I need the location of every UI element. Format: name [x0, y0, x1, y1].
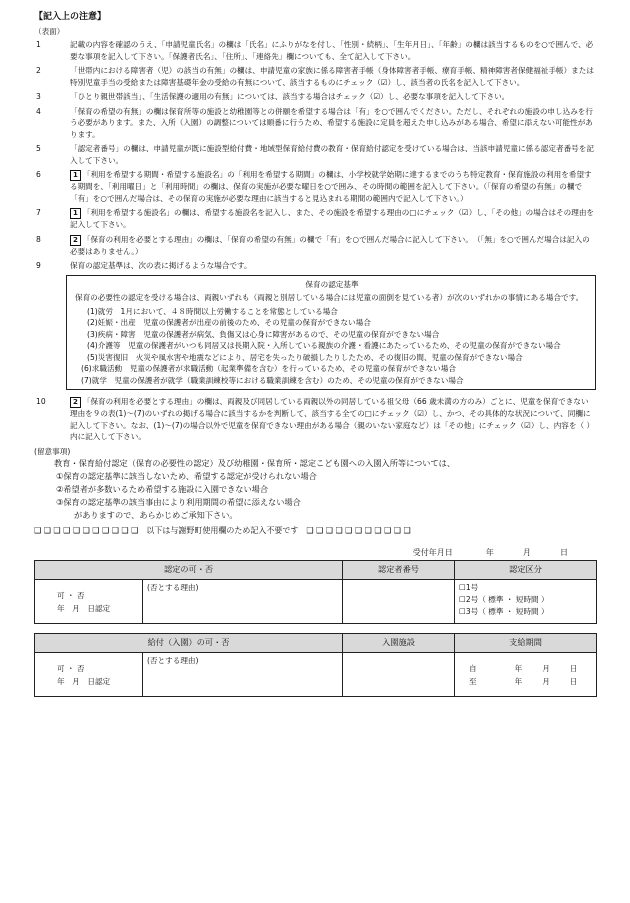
note-text-wrap — [70, 143, 596, 166]
notes-list — [34, 39, 596, 272]
rejection-reason-label: (否とする理由) — [147, 583, 199, 592]
criteria-item-label: (2)妊娠・出産 — [87, 318, 144, 327]
note-text: 「ひとり親世帯該当」、「生活保護の適用の有無」については、該当する場合はチェック（☑）し、必要な事項を記入して下さい。 — [70, 92, 510, 101]
note-text: 「利用を希望する期間・希望する施設名」の「利用を希望する期間」の欄は、小学校就学始期に達するまでのうち特定教育・保育施設の利用を希望する期間を、「利用曜日」と「利用時間」の欄は、保育の実施が必要な曜日を○で囲み、その時間の範囲を記入して下さい。（「保育の希望の有無」の欄で「有」を○で囲んだ場合は、その保育の実施が必要な理由に該当すると見込まれる期間の範囲内で記入して下さい。） — [70, 170, 592, 203]
note-8 — [34, 234, 596, 258]
note-text-wrap — [70, 207, 596, 231]
office-use-table — [34, 560, 597, 697]
criteria-item — [75, 352, 589, 364]
period-from — [459, 662, 592, 675]
period-to-label: 至 — [469, 676, 477, 686]
note-text-wrap — [70, 65, 596, 88]
criteria-item-text: 1月において、４８時間以上労働することを常態としている場合 — [120, 306, 338, 316]
receipt-label: 受付年月日 — [412, 547, 453, 557]
approval-choice: 可 ・ 否 — [57, 590, 85, 600]
category-option-3: ☐3号（ 標準 ・ 短時間 ） — [459, 607, 549, 616]
note-number: 8 — [36, 234, 41, 244]
note-text-wrap — [70, 260, 596, 272]
criteria-item-label: (4)介護等 — [87, 341, 129, 350]
criteria-item-text: 児童の保護者がいつも同居又は長期入院・入所している親族の介護・看護にあたっているため、その児童の保育ができない場合 — [128, 341, 561, 350]
period-header: 支給期間 — [455, 634, 597, 653]
criteria-box — [66, 275, 596, 391]
period-from-year: 年 — [514, 663, 523, 673]
certification-number-header: 認定者番号 — [343, 561, 455, 580]
note-6 — [34, 169, 596, 204]
caution-section — [34, 446, 596, 523]
criteria-item — [75, 340, 589, 352]
benefit-approval-choice: 可 ・ 否 — [57, 663, 85, 673]
category-option-1: ☐1号 — [459, 583, 479, 592]
receipt-day: 日 — [560, 547, 568, 557]
note-number: 4 — [36, 106, 41, 116]
period-to-year: 年 — [514, 676, 523, 686]
caution-closing: がありますので、あらかじめご承知下さい。 — [74, 510, 238, 520]
criteria-item-label: (5)災害復旧 — [87, 352, 136, 362]
note-text-wrap — [70, 234, 596, 258]
criteria-items — [75, 306, 589, 387]
benefit-approval-date: 年 月 日認定 — [57, 676, 111, 686]
note-4 — [34, 106, 596, 141]
caution-intro: 教育・保育給付認定（保育の必要性の認定）及び幼稚園・保育所・認定こども園への入園入所等については、 — [54, 458, 456, 468]
note-number: 3 — [36, 92, 41, 101]
note-text-wrap — [70, 169, 596, 204]
note-text: 「世帯内における障害者（児）の該当の有無」の欄は、申請児童の家族に係る障害者手帳（身体障害者手帳、療育手帳、精神障害者保健福祉手帳）または特別児童手当の受給または障害基礎年金の受給の有無について、該当するものにチェック（☑）し、該当者の氏名を記入して下さい。 — [70, 66, 594, 87]
certification-number-cell — [343, 580, 455, 624]
note-7 — [34, 207, 596, 231]
category-cell — [455, 580, 597, 624]
note-number: 1 — [36, 40, 41, 49]
criteria-item-label: (6)求職活動 — [81, 364, 130, 373]
criteria-item — [75, 317, 589, 329]
benefit-rejection-reason-label: (否とする理由) — [147, 656, 199, 665]
note-text-wrap — [70, 91, 596, 103]
period-from-day: 日 — [569, 663, 578, 673]
criteria-item-text: 児童の保護者が出産の前後のため、その児童の保育ができない場合 — [143, 318, 371, 327]
criteria-item-label: (1)就労 — [87, 306, 121, 316]
criteria-item-text: 児童の保護者が就学（職業訓練校等における職業訓練を含む）のため、その児童の保育ができない場合 — [114, 375, 464, 385]
facility-header: 入園施設 — [343, 634, 455, 653]
note-10 — [34, 396, 596, 443]
criteria-item — [75, 363, 589, 375]
rejection-reason-cell — [143, 580, 343, 624]
receipt-year: 年 — [485, 547, 494, 557]
note-5 — [34, 143, 596, 166]
caution-items — [34, 470, 596, 509]
note-text-wrap — [70, 396, 596, 443]
note-text: 保育の認定基準は、次の表に掲げるような場合です。 — [70, 261, 252, 270]
approval-cell — [35, 580, 143, 624]
note-number: 10 — [36, 397, 46, 406]
note-number: 7 — [36, 208, 41, 217]
period-from-month: 月 — [542, 663, 550, 673]
criteria-item-text: 児童の保護者が病気、負傷又は心身に障害があるので、その児童の保育ができない場合 — [143, 329, 440, 339]
note-number: 2 — [36, 66, 41, 75]
note-2 — [34, 65, 596, 88]
receipt-date — [34, 547, 568, 559]
note-number: 5 — [36, 144, 41, 153]
note-number: 9 — [36, 261, 41, 270]
category-header: 認定区分 — [455, 561, 597, 580]
period-to-day: 日 — [569, 676, 578, 686]
criteria-item-label: (7)就学 — [81, 375, 115, 385]
criteria-intro: 保育の必要性の認定を受ける場合は、両親いずれも（両親と別居している場合には児童の面倒を見ている者）が次のいずれかの事情にある場合です。 — [75, 293, 584, 302]
page-title: 【記入上の注意】 — [34, 12, 107, 22]
note-text: 「保育の利用を必要とする理由」の欄は、「保育の希望の有無」の欄で「有」を○で囲んだ場合に記入して下さい。 （「無」を○で囲んだ場合は記入の必要はありません。） — [70, 234, 590, 256]
table-spacer — [35, 624, 597, 634]
note-text: 記載の内容を確認のうえ、「申請児童氏名」の欄は「氏名」にふりがなを付し、「性別・続柄」、「生年月日」、「年齢」の欄は該当するものを○で囲んで、必要な事項を記入して下さい。「保護者氏名」、「住所」、「連絡先」欄についても、全て記入して下さい。 — [70, 40, 594, 61]
section-box-label: 1 — [70, 170, 81, 181]
criteria-item — [75, 306, 589, 318]
criteria-item — [75, 375, 589, 387]
section-box-label: 2 — [70, 397, 81, 408]
caution-item: ③保育の認定基準の該当事由により利用期間の希望に添えない場合 — [56, 497, 301, 507]
criteria-item — [75, 329, 589, 341]
criteria-item-text: 火災や風水害や地震などにより、居宅を失ったり破損したりしたため、その復旧の間、児童の保育ができない場合 — [135, 352, 523, 362]
section-box-label: 1 — [70, 208, 81, 219]
note-text-wrap — [70, 39, 596, 62]
benefit-approval-cell — [35, 653, 143, 697]
criteria-item-text: 児童の保護者が求職活動（起業準備を含む）を行っているため、その児童の保育ができない場合 — [129, 364, 456, 373]
period-to — [459, 675, 592, 688]
note-text-wrap — [70, 106, 596, 141]
category-option-2: ☐2号（ 標準 ・ 短時間 ） — [459, 595, 549, 604]
benefit-header: 給付（入園）の可・否 — [35, 634, 343, 653]
side-label: （表面） — [34, 26, 65, 36]
period-from-label: 自 — [469, 663, 477, 673]
receipt-month: 月 — [522, 547, 531, 557]
caution-item: ②希望者が多数いるため希望する施設に入園できない場合 — [56, 484, 269, 494]
caution-title: (留意事項) — [34, 446, 71, 456]
period-to-month: 月 — [542, 676, 550, 686]
note-3 — [34, 91, 596, 103]
note-1 — [34, 39, 596, 62]
benefit-rejection-reason-cell — [143, 653, 343, 697]
criteria-title: 保育の認定基準 — [305, 279, 359, 289]
note-text: 「保育の希望の有無」の欄は保育所等の施設と幼稚園等との併願を希望する場合は「有」を○で囲んでください。ただし、それぞれの施設の申し込みを行う必要があります。また、入所（入園）の調整については順番に行うため、希望する施設に定員を超えた申し込みがある場合、希望に添えない可能性があります。 — [70, 106, 593, 139]
office-use-separator: ❑ ❑ ❑ ❑ ❑ ❑ ❑ ❑ ❑ ❑ ❑ 以下は与謝野町使用欄のため記入不要です ❑ ❑ ❑ ❑ ❑ ❑ ❑ ❑ ❑ ❑ ❑ — [34, 526, 411, 535]
approval-date: 年 月 日認定 — [57, 603, 111, 613]
note-text: 「保育の利用を必要とする理由」の欄は、両親及び同居している両親以外の同居している祖父母（66 歳未満の方のみ）ごとに、児童を保育できない理由を９の表(1)～(7)のいずれの掲げる場合に該当するかを判断して、該当する全ての□にチェック（☑）し、かつ、その具体的な状況について、同欄に記入して下さい。なお、(1)～(7)の場合以外で児童を保育できない理由がある場合（親のいない家庭など）は「その他」にチェック（☑）し、内容を（ ）内に記入して下さい。 — [70, 397, 595, 441]
period-cell — [455, 653, 597, 697]
approval-header: 認定の可・否 — [35, 561, 343, 580]
caution-item: ①保育の認定基準に該当しないため、希望する認定が受けられない場合 — [56, 471, 317, 481]
note-text: 「認定者番号」の欄は、申請児童が既に施設型給付費・地域型保育給付費の教育・保育給付認定を受けている場合は、当該申請児童に係る認定者番号を記入して下さい。 — [70, 144, 594, 165]
section-box-label: 2 — [70, 235, 81, 246]
note-text: 「利用を希望する施設名」の欄は、希望する施設名を記入し、また、その施設を希望する理由の□にチェック（☑）し、「その他」の場合はその理由を記入して下さい。 — [70, 208, 595, 229]
facility-cell — [343, 653, 455, 697]
criteria-item-label: (3)疾病・障害 — [87, 329, 144, 339]
note-number: 6 — [36, 170, 41, 179]
note-9 — [34, 260, 596, 272]
